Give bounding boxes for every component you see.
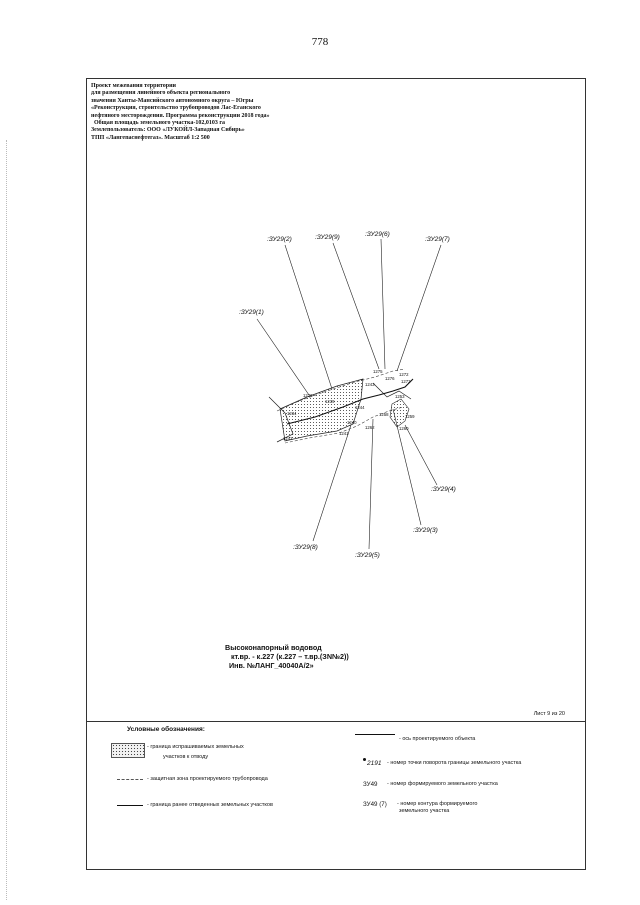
cadastral-map: [87, 79, 585, 639]
object-title: [225, 643, 349, 670]
leader-line: [257, 319, 309, 395]
point-label: 1239: [325, 399, 335, 404]
legend-parcel-sample: ЗУ49: [363, 781, 378, 788]
legend-axis: - ось проектируемого объекта: [399, 736, 476, 742]
leader-line: [397, 245, 441, 371]
legend-text: - граница испрашиваемых земельных: [147, 744, 244, 750]
binding-edge: [6, 140, 7, 900]
leader-line: [333, 243, 379, 369]
map-sheet: [86, 78, 586, 870]
contour-label: :ЗУ29(4): [431, 486, 456, 493]
header-line: нефтяного месторождения. Программа реконструкции 2018 года»: [91, 112, 270, 119]
point-label: 1272: [399, 372, 409, 377]
object-title-line: Высоконапорный водовод: [225, 643, 322, 652]
axis-swatch: [355, 734, 395, 735]
header-line: «Реконструкция, строительство трубопроводов Лас-Еганского: [91, 105, 261, 112]
header-line: для размещения линейного объекта регионального: [91, 90, 231, 97]
leader-line: [313, 425, 351, 541]
contour-label: :ЗУ29(7): [425, 236, 450, 243]
legend-previous-boundary: - граница ранее отведенных земельных участков: [147, 802, 273, 808]
legend-title: Условные обозначения:: [127, 726, 205, 733]
point-label: 1240: [347, 420, 357, 425]
legend: [87, 721, 585, 870]
point-label: 1273: [401, 379, 411, 384]
protective-zone-swatch: [117, 779, 143, 780]
point-label: 1234: [287, 411, 297, 416]
header-line: Землепользователь: ООО «ЛУКОЙЛ-Западная Сибирь»: [91, 127, 245, 134]
point-label: 1258: [379, 412, 389, 417]
legend-protective-zone: - защитная зона проектируемого трубопровода: [147, 776, 268, 782]
header-line: значения Ханты-Мансийского автономного округа – Югры: [91, 97, 254, 104]
contour-label: :ЗУ29(8): [293, 544, 318, 551]
point-label: 1260: [399, 426, 409, 431]
legend-text: земельного участка: [399, 808, 450, 814]
header-line: ТПП «Лангепаснефтегаз». Масштаб 1:2 500: [91, 134, 210, 141]
requested-parcel-area: [390, 399, 409, 427]
leader-line: [285, 245, 332, 389]
legend-contour-sample: ЗУ49 (7): [363, 801, 387, 808]
object-title-line: Инв. №ЛАНГ_40040А/2»: [229, 661, 314, 670]
legend-contour-number: [397, 801, 477, 815]
legend-text: - номер контура формируемого: [397, 801, 478, 807]
point-label: 1243: [365, 382, 375, 387]
legend-parcel-boundary: [147, 744, 244, 761]
legend-point-sample: 2191: [367, 760, 382, 767]
leader-line: [369, 419, 373, 549]
point-label: 1242: [283, 436, 293, 441]
point-label: 1275: [373, 369, 383, 374]
header-line: Проект межевания территории: [91, 83, 177, 89]
contour-label: :ЗУ29(6): [365, 231, 390, 238]
point-label: 1262: [365, 425, 375, 430]
sheet-counter: Лист 9 из 20: [533, 711, 565, 717]
contour-label: :ЗУ29(1): [239, 309, 264, 316]
point-label: 1236: [303, 393, 313, 398]
contour-label: :ЗУ29(3): [413, 527, 438, 534]
previous-boundary-swatch: [117, 805, 143, 806]
contour-label: :ЗУ29(2): [267, 236, 292, 243]
legend-text: участков к отводу: [163, 754, 209, 760]
contour-label: :ЗУ29(5): [355, 552, 380, 559]
point-label: 1253: [395, 394, 405, 399]
header-line: Общая площадь земельного участка-102,0103 га: [94, 120, 226, 127]
point-label: 1276: [385, 376, 395, 381]
leader-line: [381, 239, 385, 369]
point-label: 1241: [339, 431, 349, 436]
leader-line: [405, 425, 437, 485]
object-title-line: кт.вр. - к.227 (к.227 – т.вр.(ЗN№2)): [231, 652, 349, 661]
contour-label: :ЗУ29(9): [315, 234, 340, 241]
point-label: 1259: [405, 414, 415, 419]
point-marker: [363, 758, 366, 761]
page-number: 778: [311, 36, 329, 48]
parcel-swatch: [111, 743, 145, 758]
legend-parcel-number: - номер формируемого земельного участка: [387, 781, 498, 787]
point-label: 1244: [355, 405, 365, 410]
legend-point-number: - номер точки поворота границы земельного участка: [387, 760, 522, 766]
